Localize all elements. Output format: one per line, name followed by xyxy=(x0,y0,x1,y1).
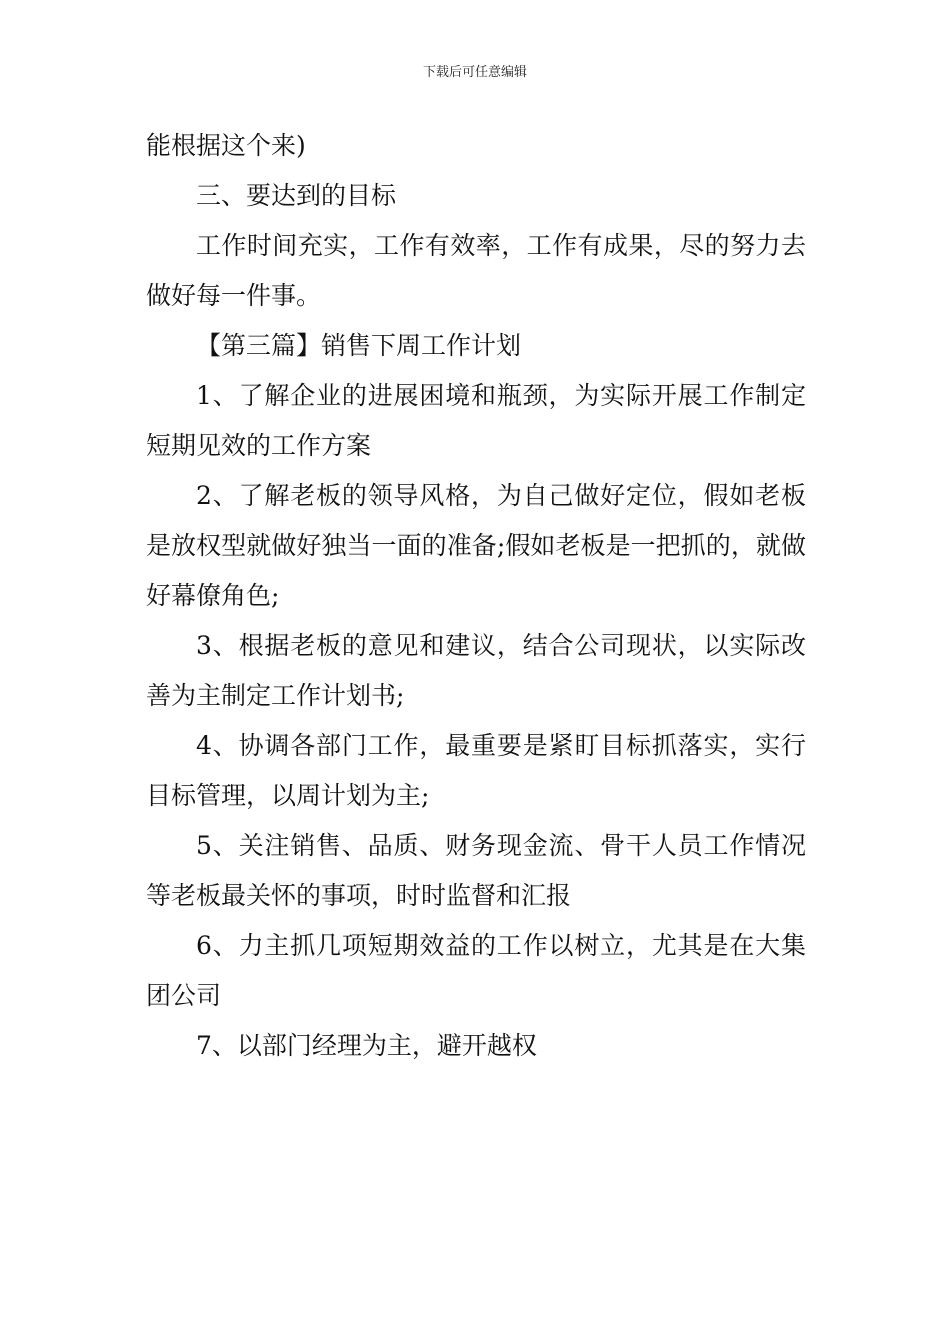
document-body xyxy=(146,121,806,1071)
list-item-4: 4、协调各部门工作，最重要是紧盯目标抓落实，实行目标管理，以周计划为主; xyxy=(146,731,806,810)
list-item-5: 5、关注销售、品质、财务现金流、骨干人员工作情况等老板最关怀的事项，时时监督和汇报 xyxy=(146,831,806,910)
paragraph-goals: 工作时间充实，工作有效率，工作有成果，尽的努力去做好每一件事。 xyxy=(146,231,806,310)
list-item-6: 6、力主抓几项短期效益的工作以树立，尤其是在大集团公司 xyxy=(146,931,806,1010)
list-item-3: 3、根据老板的意见和建议，结合公司现状，以实际改善为主制定工作计划书; xyxy=(146,631,806,710)
page-header: 下载后可任意编辑 xyxy=(422,65,527,80)
section-heading-part-three: 【第三篇】销售下周工作计划 xyxy=(196,331,522,360)
section-heading-goals: 三、要达到的目标 xyxy=(196,181,397,210)
list-item-2: 2、了解老板的领导风格，为自己做好定位，假如老板是放权型就做好独当一面的准备;假如老板是一把抓的，就做好幕僚角色; xyxy=(146,481,806,610)
paragraph-continuation: 能根据这个来) xyxy=(146,131,306,160)
list-item-7: 7、以部门经理为主，避开越权 xyxy=(196,1031,537,1060)
list-item-1: 1、了解企业的进展困境和瓶颈，为实际开展工作制定短期见效的工作方案 xyxy=(146,381,806,460)
